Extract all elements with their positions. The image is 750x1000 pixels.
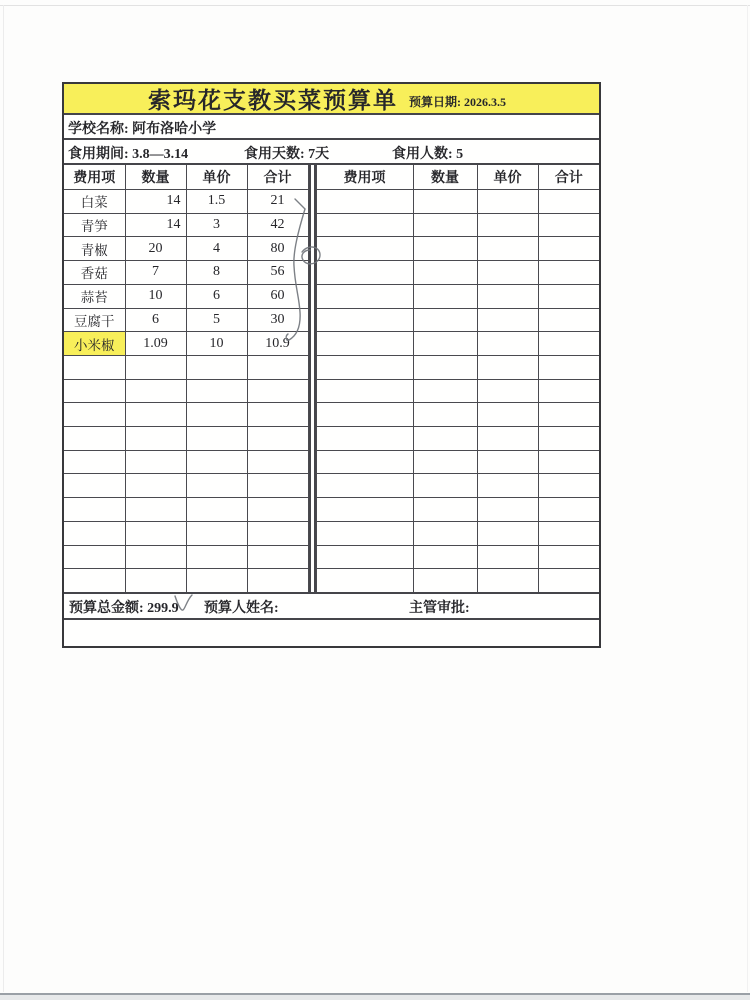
table-row (316, 213, 599, 237)
price-cell (186, 427, 247, 451)
budget-person-name: 预算人姓名: (204, 601, 279, 616)
item-cell (64, 427, 125, 451)
price-cell: 10 (186, 332, 247, 356)
total-cell (538, 237, 599, 261)
qty-cell (413, 190, 477, 214)
qty-cell (125, 521, 186, 545)
table-row (316, 450, 599, 474)
price-cell: 3 (186, 213, 247, 237)
table-row (64, 379, 308, 403)
table-row (64, 403, 308, 427)
table-row (316, 355, 599, 379)
price-cell (477, 521, 538, 545)
price-cell (477, 474, 538, 498)
qty-cell (413, 355, 477, 379)
footer-blank-row (64, 620, 599, 648)
qty-cell (413, 308, 477, 332)
price-cell: 8 (186, 261, 247, 285)
item-cell (316, 213, 413, 237)
item-cell: 香菇 (64, 261, 125, 285)
item-cell (64, 498, 125, 522)
item-cell (316, 450, 413, 474)
qty-cell (413, 545, 477, 569)
price-cell (477, 569, 538, 592)
total-cell: 56 (247, 261, 308, 285)
price-cell (477, 498, 538, 522)
total-cell (538, 213, 599, 237)
qty-cell (413, 403, 477, 427)
price-cell (186, 403, 247, 427)
school-name (68, 118, 216, 138)
price-cell (186, 545, 247, 569)
budget-total (69, 597, 179, 617)
price-cell (477, 308, 538, 332)
column-header: 费用项 (64, 165, 125, 190)
item-cell (64, 355, 125, 379)
period-row (64, 140, 599, 165)
item-cell: 白菜 (64, 190, 125, 214)
price-cell (186, 450, 247, 474)
qty-cell (413, 213, 477, 237)
total-cell (538, 498, 599, 522)
table-row (64, 308, 308, 332)
table-row (64, 474, 308, 498)
qty-cell: 20 (125, 237, 186, 261)
qty-cell: 14 (125, 190, 186, 214)
item-cell: 青椒 (64, 237, 125, 261)
price-cell (477, 450, 538, 474)
table-row (316, 545, 599, 569)
price-cell (186, 379, 247, 403)
total-cell (538, 569, 599, 592)
total-cell: 21 (247, 190, 308, 214)
total-cell (247, 498, 308, 522)
price-cell (477, 427, 538, 451)
column-header: 数量 (125, 165, 186, 190)
item-cell (64, 521, 125, 545)
table-row (64, 498, 308, 522)
item-cell (316, 427, 413, 451)
item-cell (64, 450, 125, 474)
budget-date (409, 93, 506, 110)
supervisor-approval: 主管审批: (409, 601, 470, 616)
item-cell: 青笋 (64, 213, 125, 237)
item-cell (316, 237, 413, 261)
school-name-label: 学校名称: (68, 122, 129, 137)
total-cell (538, 450, 599, 474)
total-cell (247, 403, 308, 427)
qty-cell (413, 261, 477, 285)
column-header: 单价 (477, 165, 538, 190)
table-row (64, 545, 308, 569)
column-header: 费用项 (316, 165, 413, 190)
budget-sheet (62, 82, 601, 648)
item-cell (316, 379, 413, 403)
table-divider (309, 165, 316, 592)
expense-tables (64, 165, 599, 594)
table-row (64, 521, 308, 545)
expense-table-right (316, 165, 600, 592)
table-row (316, 521, 599, 545)
total-cell (538, 308, 599, 332)
photo-edge-bottom-fill (0, 995, 750, 1000)
qty-cell (413, 474, 477, 498)
expense-table-left (64, 165, 309, 592)
eating-people-value: 5 (456, 147, 464, 162)
column-header: 合计 (538, 165, 599, 190)
item-cell: 蒜苔 (64, 284, 125, 308)
total-cell (538, 261, 599, 285)
item-cell: 豆腐干 (64, 308, 125, 332)
price-cell (186, 498, 247, 522)
qty-cell (413, 427, 477, 451)
price-cell (477, 190, 538, 214)
qty-cell (413, 284, 477, 308)
qty-cell (125, 355, 186, 379)
column-header: 合计 (247, 165, 308, 190)
eating-days-label: 食用天数: (244, 147, 305, 162)
item-cell (316, 569, 413, 592)
item-cell (316, 498, 413, 522)
item-cell: 小米椒 (64, 332, 125, 356)
item-cell (64, 403, 125, 427)
photo-edge-right (747, 5, 748, 992)
qty-cell (125, 427, 186, 451)
price-cell (477, 545, 538, 569)
budget-date-value: 2026.3.5 (464, 95, 506, 109)
price-cell (477, 379, 538, 403)
table-row (64, 190, 308, 214)
table-row (64, 569, 308, 592)
item-cell (316, 284, 413, 308)
budget-date-label: 预算日期: (409, 95, 461, 109)
total-cell (538, 332, 599, 356)
price-cell: 4 (186, 237, 247, 261)
qty-cell: 10 (125, 284, 186, 308)
item-cell (316, 545, 413, 569)
table-row (316, 237, 599, 261)
table-row (316, 569, 599, 592)
table-row (316, 427, 599, 451)
table-row (64, 450, 308, 474)
table-header-row (64, 165, 308, 190)
total-cell (538, 521, 599, 545)
item-cell (64, 569, 125, 592)
qty-cell (125, 498, 186, 522)
qty-cell (125, 379, 186, 403)
qty-cell: 14 (125, 213, 186, 237)
qty-cell (413, 332, 477, 356)
table-row (64, 332, 308, 356)
table-row (316, 308, 599, 332)
total-cell (538, 403, 599, 427)
photo-edge-top (0, 5, 750, 6)
price-cell (477, 284, 538, 308)
qty-cell (413, 450, 477, 474)
budget-total-value: 299.9 (147, 601, 179, 616)
column-header: 单价 (186, 165, 247, 190)
total-cell (538, 427, 599, 451)
school-name-row (64, 115, 599, 140)
item-cell (316, 521, 413, 545)
item-cell (64, 474, 125, 498)
qty-cell (125, 545, 186, 569)
item-cell (64, 379, 125, 403)
table-row (316, 190, 599, 214)
total-cell (247, 474, 308, 498)
qty-cell: 6 (125, 308, 186, 332)
price-cell: 1.5 (186, 190, 247, 214)
total-cell: 30 (247, 308, 308, 332)
total-cell (247, 545, 308, 569)
qty-cell (125, 450, 186, 474)
qty-cell: 7 (125, 261, 186, 285)
eating-period-label: 食用期间: (68, 147, 129, 162)
table-row (64, 355, 308, 379)
photo-edge-left (3, 5, 4, 992)
price-cell (186, 521, 247, 545)
qty-cell (413, 569, 477, 592)
item-cell (316, 332, 413, 356)
total-cell: 42 (247, 213, 308, 237)
total-cell (247, 355, 308, 379)
price-cell: 6 (186, 284, 247, 308)
price-cell (477, 213, 538, 237)
page-title: 索玛花支教买菜预算单 (148, 88, 398, 113)
total-cell (538, 545, 599, 569)
item-cell (316, 261, 413, 285)
total-cell (538, 379, 599, 403)
eating-people-label: 食用人数: (392, 147, 453, 162)
item-cell (316, 190, 413, 214)
total-cell (247, 450, 308, 474)
price-cell: 5 (186, 308, 247, 332)
total-cell (538, 474, 599, 498)
eating-people (392, 143, 463, 163)
price-cell (186, 474, 247, 498)
table-row (316, 332, 599, 356)
total-cell (538, 284, 599, 308)
item-cell (316, 355, 413, 379)
total-cell (247, 427, 308, 451)
total-cell (247, 569, 308, 592)
qty-cell (125, 474, 186, 498)
price-cell (186, 355, 247, 379)
eating-period-value: 3.8—3.14 (132, 147, 189, 162)
school-name-value: 阿布洛哈小学 (132, 122, 217, 137)
qty-cell (413, 521, 477, 545)
table-row (316, 261, 599, 285)
total-cell (538, 355, 599, 379)
total-cell: 80 (247, 237, 308, 261)
qty-cell (413, 498, 477, 522)
table-row (64, 237, 308, 261)
table-row (316, 284, 599, 308)
price-cell (186, 569, 247, 592)
qty-cell (413, 237, 477, 261)
qty-cell (413, 379, 477, 403)
item-cell (316, 403, 413, 427)
total-cell: 10.9 (247, 332, 308, 356)
total-cell: 60 (247, 284, 308, 308)
qty-cell: 1.09 (125, 332, 186, 356)
table-row (64, 284, 308, 308)
table-row (64, 261, 308, 285)
budget-total-label: 预算总金额: (69, 601, 144, 616)
column-header: 数量 (413, 165, 477, 190)
title-bar (64, 84, 599, 115)
summary-row (64, 594, 599, 620)
price-cell (477, 403, 538, 427)
total-cell (247, 521, 308, 545)
qty-cell (125, 569, 186, 592)
table-row (316, 379, 599, 403)
eating-period (68, 143, 188, 163)
total-cell (538, 190, 599, 214)
price-cell (477, 261, 538, 285)
table-row (316, 498, 599, 522)
item-cell (316, 308, 413, 332)
item-cell (316, 474, 413, 498)
eating-days-value: 7天 (308, 147, 330, 162)
total-cell (247, 379, 308, 403)
price-cell (477, 237, 538, 261)
price-cell (477, 355, 538, 379)
item-cell (64, 545, 125, 569)
table-row (316, 474, 599, 498)
table-row (64, 427, 308, 451)
price-cell (477, 332, 538, 356)
table-row (64, 213, 308, 237)
table-row (316, 403, 599, 427)
qty-cell (125, 403, 186, 427)
table-header-row (316, 165, 599, 190)
eating-days (244, 143, 329, 163)
